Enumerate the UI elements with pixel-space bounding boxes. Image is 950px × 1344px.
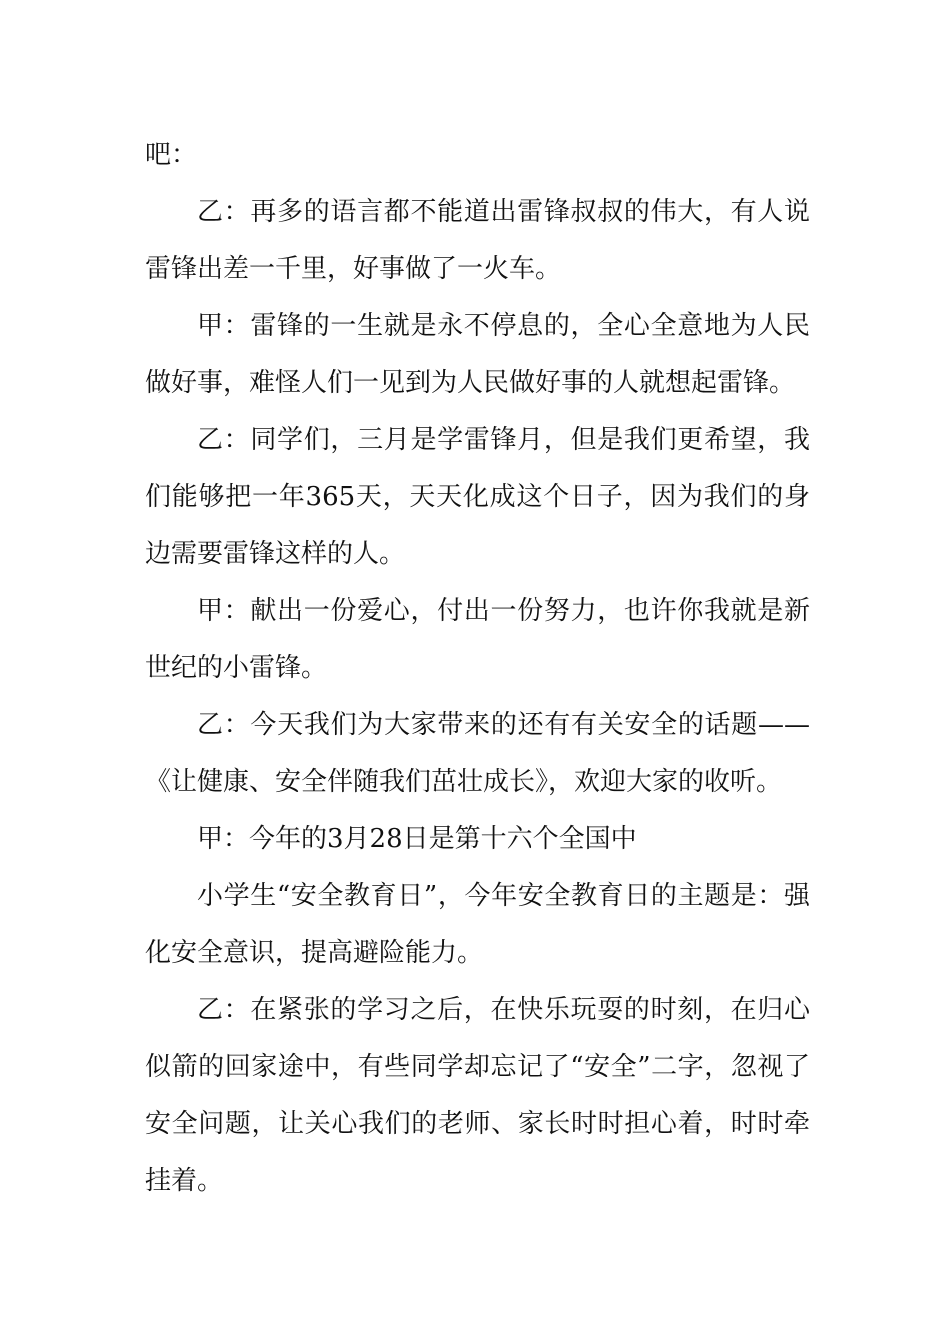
paragraph-yi-1: 乙：再多的语言都不能道出雷锋叔叔的伟大，有人说雷锋出差一千里，好事做了一火车。 — [145, 197, 810, 284]
paragraph-yi-4: 乙：在紧张的学习之后，在快乐玩耍的时刻，在归心似箭的回家途中，有些同学却忘记了“安全”二字，忽视了安全问题，让关心我们的老师、家长时时担心着，时时牵挂着。 — [145, 995, 810, 1196]
paragraph-yi-2: 乙：同学们，三月是学雷锋月，但是我们更希望，我们能够把一年365天，天天化成这个日子，因为我们的身边需要雷锋这样的人。 — [145, 425, 810, 569]
document-body — [145, 127, 810, 1210]
paragraph-continuation: 吧： — [145, 140, 198, 170]
paragraph-jia-2: 甲：献出一份爱心，付出一份努力，也许你我就是新世纪的小雷锋。 — [145, 596, 810, 683]
paragraph-jia-1: 甲：雷锋的一生就是永不停息的，全心全意地为人民做好事，难怪人们一见到为人民做好事的人就想起雷锋。 — [145, 311, 810, 398]
paragraph-safety-day-theme: 小学生“安全教育日”，今年安全教育日的主题是：强化安全意识，提高避险能力。 — [145, 881, 810, 968]
paragraph-yi-3: 乙：今天我们为大家带来的还有有关安全的话题——《让健康、安全伴随我们茁壮成长》，欢迎大家的收听。 — [145, 710, 810, 797]
paragraph-jia-3: 甲：今年的3月28日是第十六个全国中 — [197, 824, 637, 854]
